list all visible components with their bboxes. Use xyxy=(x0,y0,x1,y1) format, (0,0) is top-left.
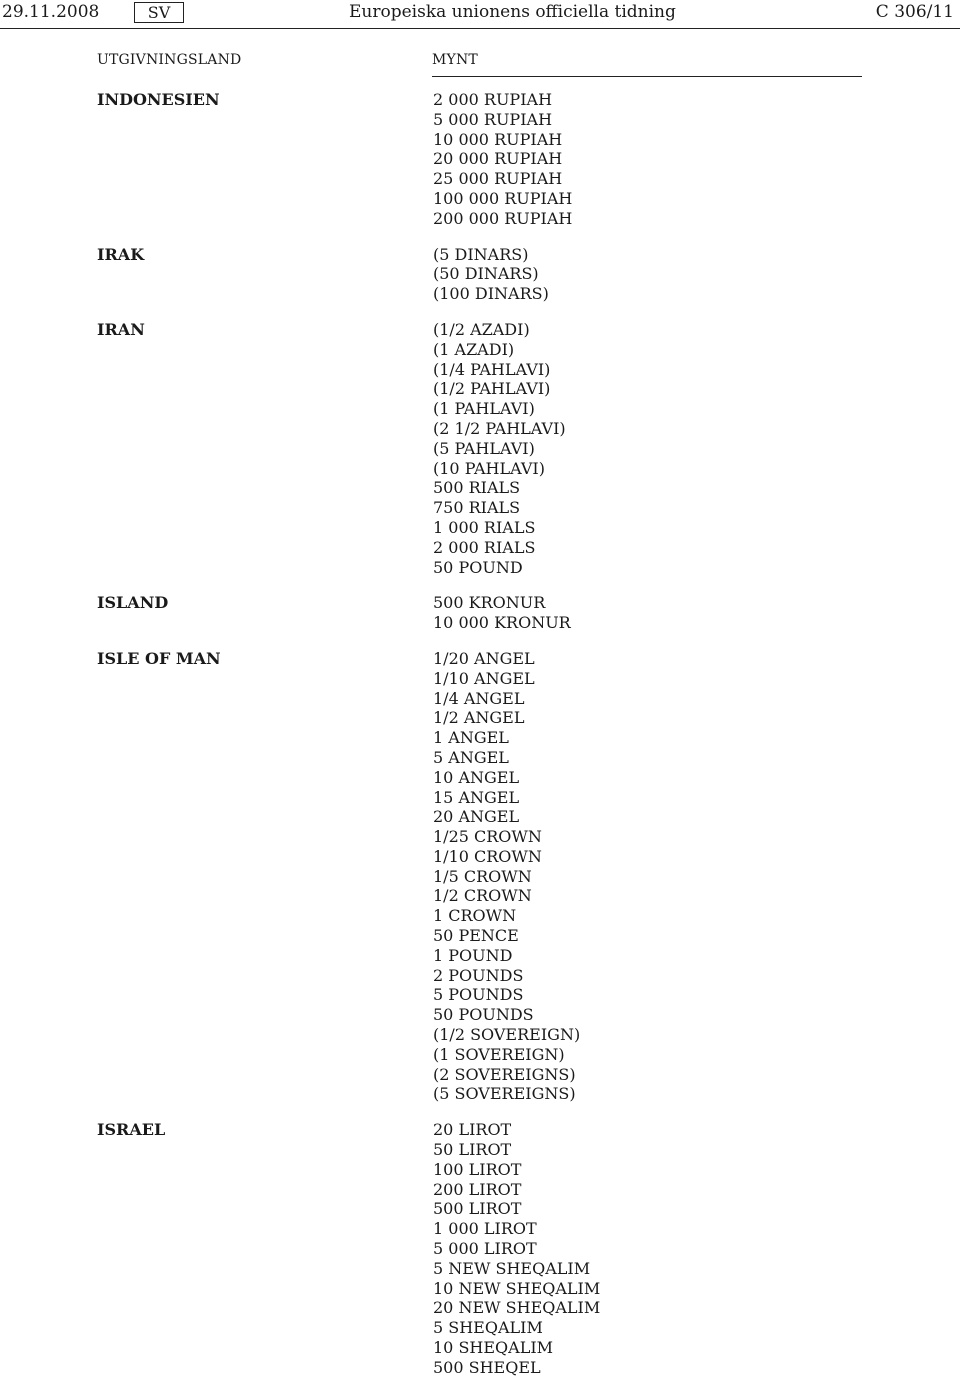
coin-item: 10 000 KRONUR xyxy=(433,613,571,633)
coin-item: 1/2 ANGEL xyxy=(433,708,525,728)
coin-item: 1 ANGEL xyxy=(433,728,509,748)
coin-item: 1 000 LIROT xyxy=(433,1219,537,1239)
coin-item: (5 SOVEREIGNS) xyxy=(433,1084,576,1104)
header-rule xyxy=(0,28,960,29)
coin-item: 5 000 LIROT xyxy=(433,1239,537,1259)
coin-list xyxy=(433,1120,960,1377)
country-name: ISLAND xyxy=(97,593,169,613)
coin-item: 5 POUNDS xyxy=(433,985,524,1005)
country-name: ISLE OF MAN xyxy=(97,648,221,668)
coin-item: 1 000 RIALS xyxy=(433,517,536,537)
coin-item: (1/4 PAHLAVI) xyxy=(433,359,551,379)
coin-item: (10 PAHLAVI) xyxy=(433,458,545,478)
coin-item: 500 KRONUR xyxy=(433,593,546,613)
coin-item: 1 CROWN xyxy=(433,906,517,926)
coin-item: (2 SOVEREIGNS) xyxy=(433,1064,576,1084)
coin-item: 500 LIROT xyxy=(433,1199,522,1219)
publication-date: 29.11.2008 xyxy=(2,2,100,22)
coin-item: 1/20 ANGEL xyxy=(433,648,535,668)
country-group xyxy=(0,1120,960,1377)
coin-item: 750 RIALS xyxy=(433,498,521,518)
country-group xyxy=(0,245,960,304)
coin-list xyxy=(433,90,960,229)
coin-item: 20 ANGEL xyxy=(433,807,520,827)
country-name: INDONESIEN xyxy=(97,90,220,109)
coin-item: 50 POUNDS xyxy=(433,1005,534,1025)
coin-item: 200 000 RUPIAH xyxy=(433,208,573,228)
coin-item: 10 NEW SHEQALIM xyxy=(433,1278,601,1298)
column-header-rule xyxy=(432,76,862,77)
coin-item: 100 LIROT xyxy=(433,1159,522,1179)
coin-item: 20 000 RUPIAH xyxy=(433,149,563,169)
coin-item: 500 SHEQEL xyxy=(433,1357,541,1377)
coin-item: 1/5 CROWN xyxy=(433,866,532,886)
language-code-box: SV xyxy=(134,2,184,23)
country-name: IRAK xyxy=(97,244,145,264)
coin-item: 10 ANGEL xyxy=(433,767,520,787)
coin-item: 5 000 RUPIAH xyxy=(433,109,553,129)
country-name: IRAN xyxy=(97,319,145,339)
coin-item: (1 AZADI) xyxy=(433,339,515,359)
coin-item: 10 000 RUPIAH xyxy=(433,129,563,149)
coin-item: 20 LIROT xyxy=(433,1120,512,1140)
country-group xyxy=(0,649,960,1104)
coin-item: 1/10 CROWN xyxy=(433,846,542,866)
coin-list xyxy=(433,245,960,304)
coin-item: 1/10 ANGEL xyxy=(433,668,535,688)
coin-item: 500 RIALS xyxy=(433,478,521,498)
coin-item: 2 POUNDS xyxy=(433,965,524,985)
coin-item: (1 SOVEREIGN) xyxy=(433,1044,565,1064)
page-header xyxy=(0,0,960,24)
coin-item: 1/2 CROWN xyxy=(433,886,532,906)
coin-item: (1 PAHLAVI) xyxy=(433,399,535,419)
coin-list xyxy=(433,320,960,577)
coin-item: 15 ANGEL xyxy=(433,787,520,807)
coin-item: (100 DINARS) xyxy=(433,284,549,304)
coin-item: 50 LIROT xyxy=(433,1140,512,1160)
country-group xyxy=(0,90,960,229)
coin-item: (1/2 SOVEREIGN) xyxy=(433,1025,581,1045)
coin-item: (1/2 AZADI) xyxy=(433,319,530,339)
coin-item: 1/25 CROWN xyxy=(433,827,542,847)
coin-item: (5 PAHLAVI) xyxy=(433,438,535,458)
coin-item: 5 NEW SHEQALIM xyxy=(433,1258,591,1278)
country-name: ISRAEL xyxy=(97,1120,166,1140)
coin-list xyxy=(433,593,960,633)
coin-item: 50 POUND xyxy=(433,557,523,577)
coin-item: (50 DINARS) xyxy=(433,264,539,284)
coin-item: 25 000 RUPIAH xyxy=(433,169,563,189)
coin-item: (5 DINARS) xyxy=(433,244,529,264)
coin-item: 1/4 ANGEL xyxy=(433,688,525,708)
country-group xyxy=(0,593,960,633)
coin-list xyxy=(433,649,960,1104)
column-header-currency: MYNT xyxy=(432,52,478,68)
coin-table xyxy=(0,90,960,1378)
journal-title: Europeiska unionens officiella tidning xyxy=(349,2,676,22)
coin-item: 200 LIROT xyxy=(433,1179,522,1199)
coin-item: 10 SHEQALIM xyxy=(433,1338,554,1358)
coin-item: 2 000 RIALS xyxy=(433,537,536,557)
coin-item: 1 POUND xyxy=(433,945,513,965)
coin-item: 20 NEW SHEQALIM xyxy=(433,1298,601,1318)
coin-item: (2 1/2 PAHLAVI) xyxy=(433,418,566,438)
coin-item: 2 000 RUPIAH xyxy=(433,90,553,109)
country-group xyxy=(0,320,960,577)
coin-item: 100 000 RUPIAH xyxy=(433,188,573,208)
coin-item: 5 SHEQALIM xyxy=(433,1318,543,1338)
coin-item: 5 ANGEL xyxy=(433,747,509,767)
page-reference: C 306/11 xyxy=(875,2,954,22)
coin-item: (1/2 PAHLAVI) xyxy=(433,379,551,399)
coin-item: 50 PENCE xyxy=(433,926,519,946)
column-header-country: UTGIVNINGSLAND xyxy=(97,52,242,68)
